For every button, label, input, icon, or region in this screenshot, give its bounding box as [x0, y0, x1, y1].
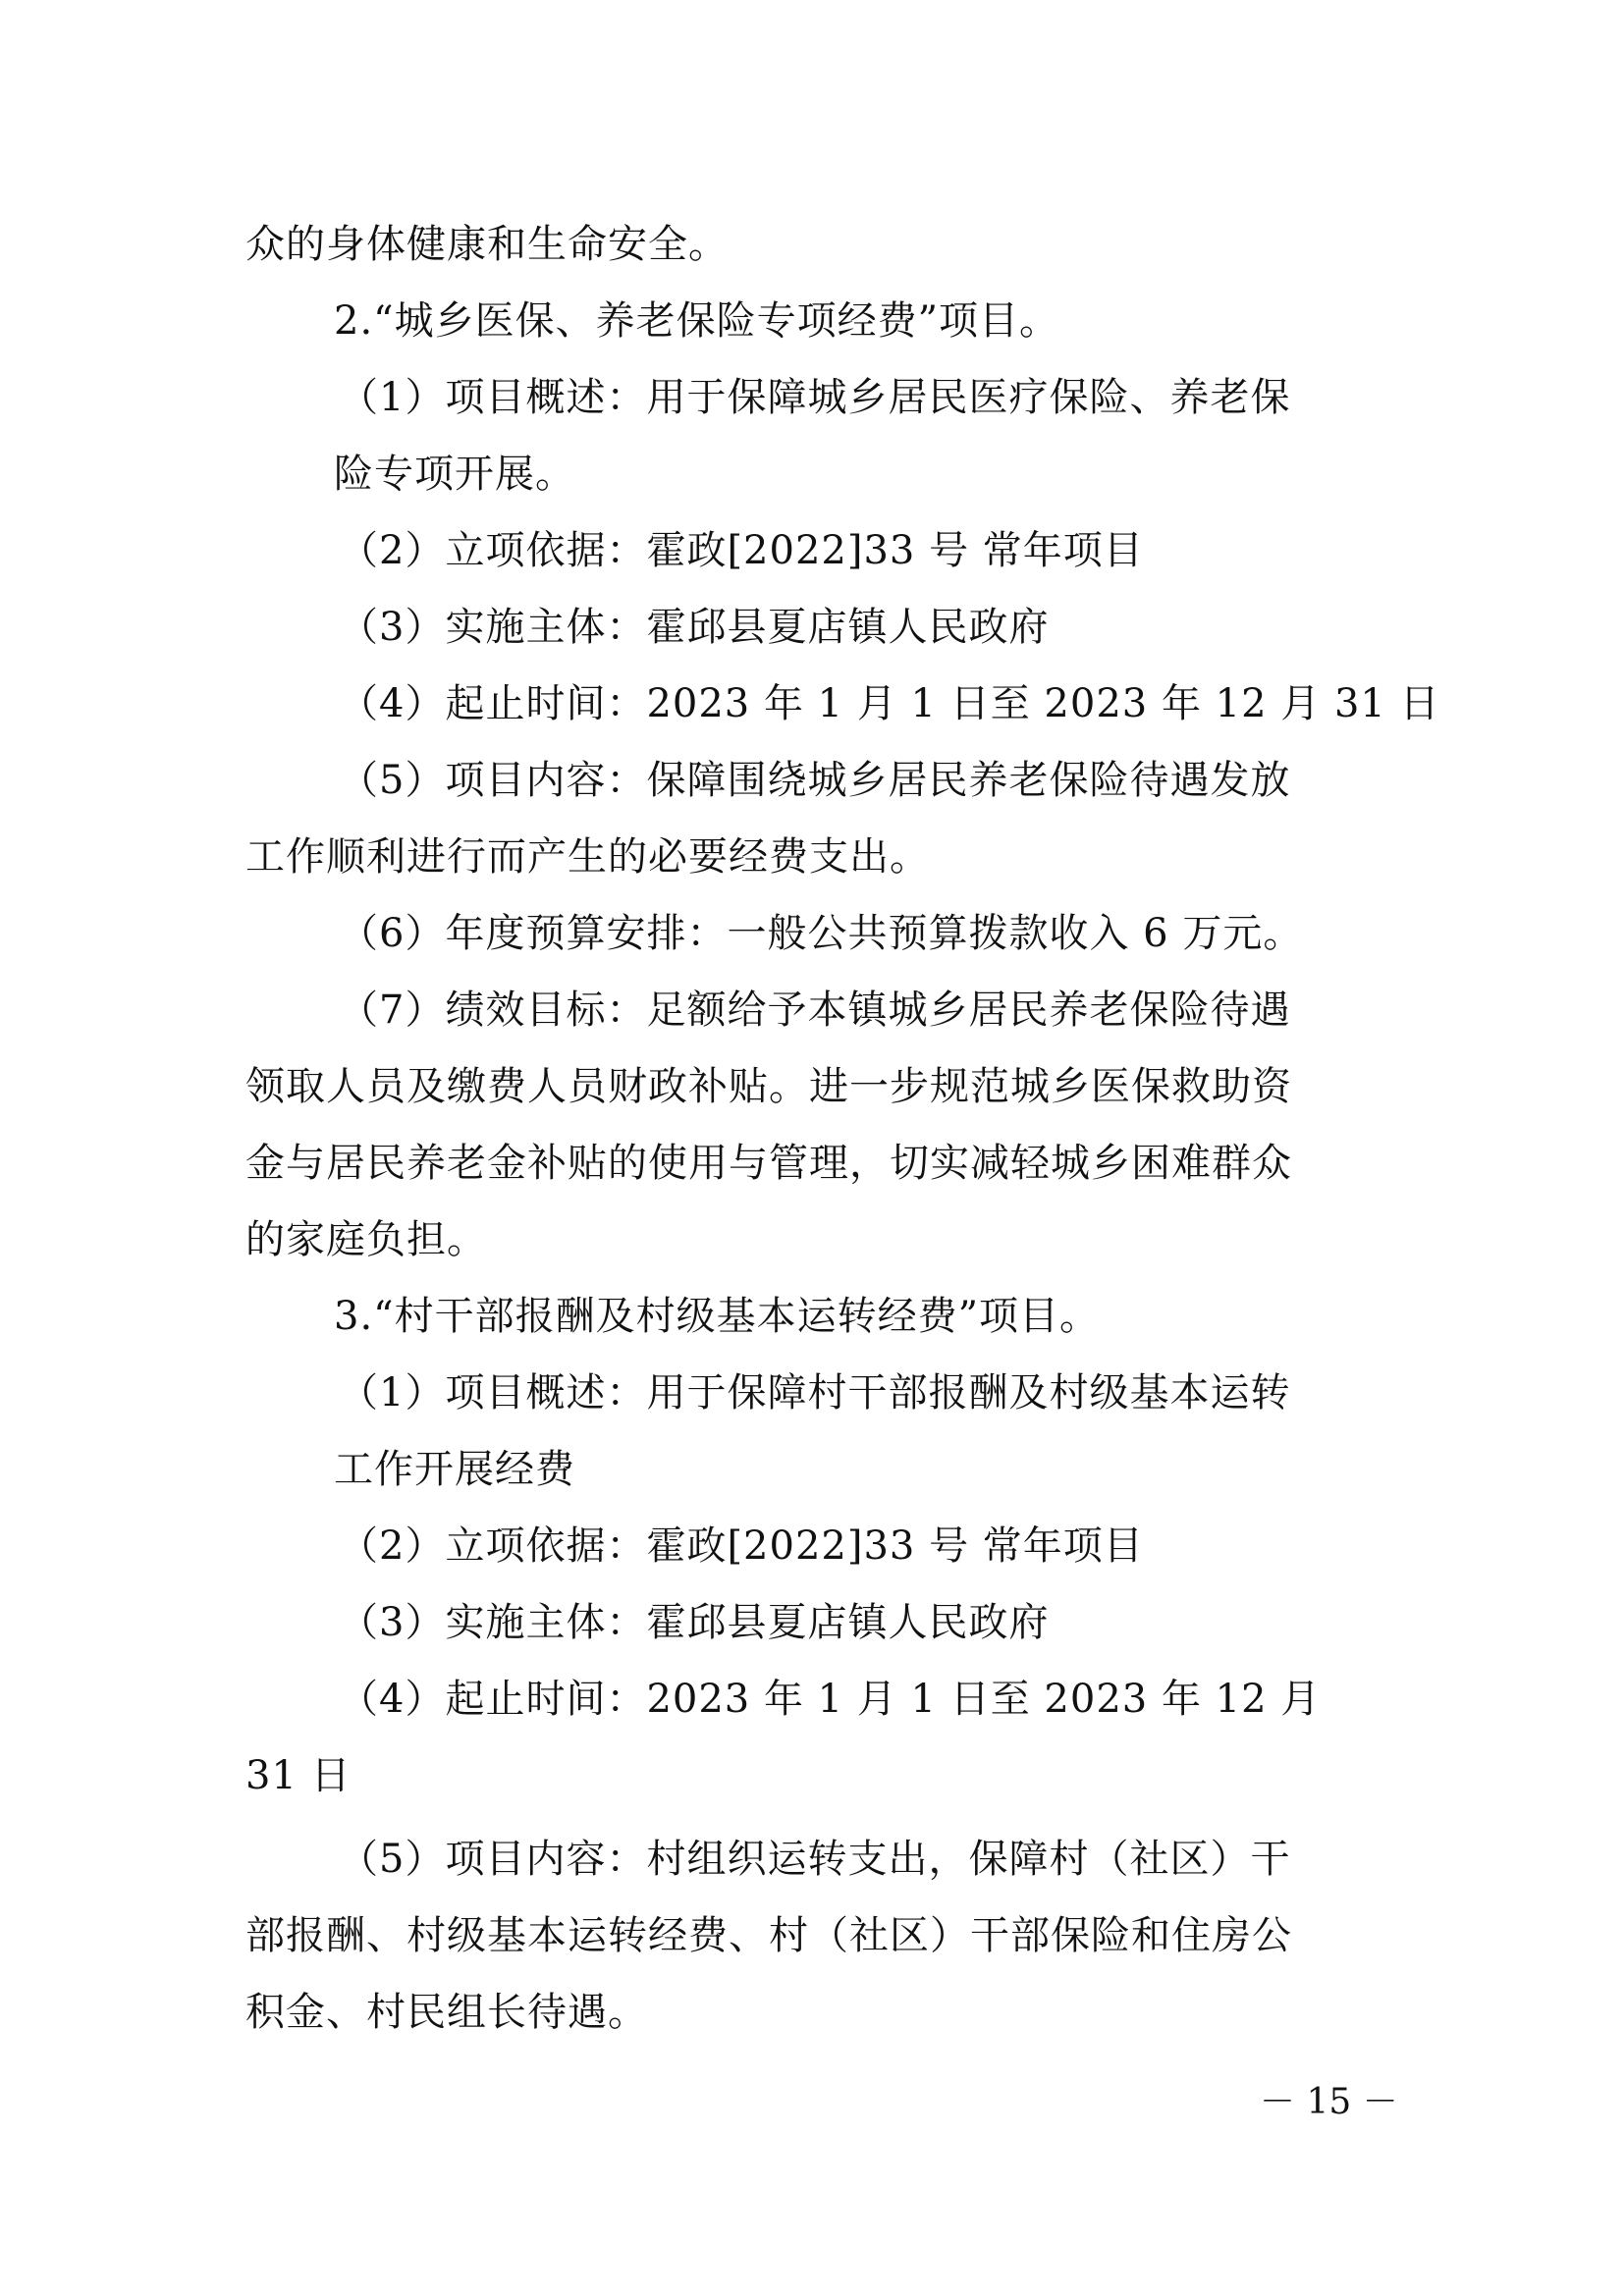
- body-line-continuation: 众的身体健康和生命安全。: [245, 222, 729, 267]
- item-implementer: （3）实施主体：霍邱县夏店镇人民政府: [339, 605, 1050, 650]
- item-goal-continuation: 的家庭负担。: [245, 1217, 487, 1262]
- item-implementer: （3）实施主体：霍邱县夏店镇人民政府: [339, 1600, 1050, 1645]
- item-period: （4）起止时间：2023 年 1 月 1 日至 2023 年 12 月: [339, 1677, 1322, 1722]
- item-content: （5）项目内容：保障围绕城乡居民养老保险待遇发放: [339, 758, 1291, 803]
- item-goal-continuation: 金与居民养老金补贴的使用与管理，切实减轻城乡困难群众: [245, 1141, 1292, 1186]
- item-basis: （2）立项依据：霍政[2022]33 号 常年项目: [339, 1523, 1144, 1569]
- section-heading-2: 2.“城乡医保、养老保险专项经费”项目。: [334, 298, 1060, 344]
- item-content-continuation: 积金、村民组长待遇。: [245, 1990, 648, 2035]
- item-goal: （7）绩效目标：足额给予本镇城乡居民养老保险待遇: [339, 988, 1291, 1033]
- item-period: （4）起止时间：2023 年 1 月 1 日至 2023 年 12 月 31 日: [339, 681, 1440, 726]
- item-overview: （1）项目概述：用于保障村干部报酬及村级基本运转: [339, 1370, 1291, 1415]
- item-period-continuation: 31 日: [245, 1753, 352, 1798]
- item-overview-continuation: 工作开展经费: [334, 1447, 575, 1492]
- item-budget: （6）年度预算安排：一般公共预算拨款收入 6 万元。: [339, 911, 1304, 956]
- item-overview-continuation: 险专项开展。: [334, 452, 575, 497]
- section-heading-3: 3.“村干部报酬及村级基本运转经费”项目。: [334, 1294, 1101, 1339]
- item-content: （5）项目内容：村组织运转支出，保障村（社区）干: [339, 1837, 1291, 1882]
- item-goal-continuation: 领取人员及缴费人员财政补贴。进一步规范城乡医保救助资: [245, 1064, 1292, 1109]
- item-content-continuation: 部报酬、村级基本运转经费、村（社区）干部保险和住房公: [245, 1913, 1292, 1958]
- page-number: － 15 －: [1260, 2082, 1398, 2122]
- item-basis: （2）立项依据：霍政[2022]33 号 常年项目: [339, 528, 1144, 573]
- item-overview: （1）项目概述：用于保障城乡居民医疗保险、养老保: [339, 375, 1291, 420]
- item-content-continuation: 工作顺利进行而产生的必要经费支出。: [245, 834, 930, 880]
